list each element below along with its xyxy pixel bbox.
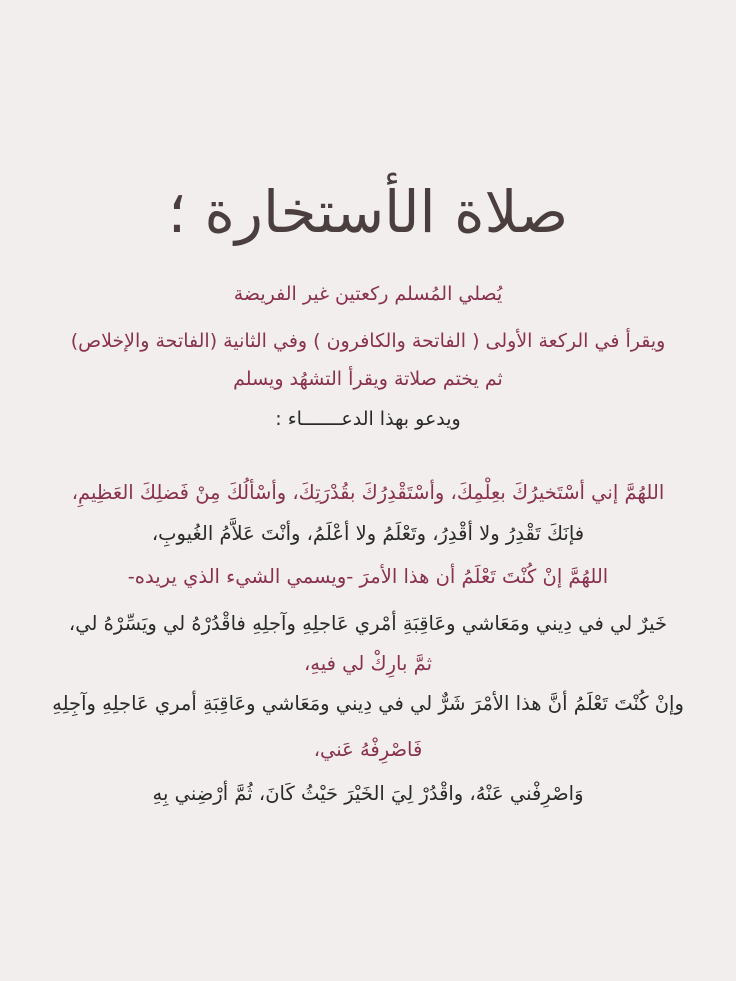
dua-line-8: وَاصْرِفْني عَنْهُ، واقْدُرْ لِيَ الخَيْرَ حَيْثُ كَانَ، ثُمَّ أرْضِني بِهِ [152,782,584,805]
instruction-line-2: ويقرأ في الركعة الأولى ( الفاتحة والكافرون ) وفي الثانية (الفاتحة والإخلاص) [70,330,666,352]
dua-line-1: اللهُمَّ إني أسْتَخيرُكَ بعِلْمِكَ، وأسْتَقْدِرُكَ بقُدْرَتِكَ، وأسْألُكَ مِنْ فَضلِكَ العَظِيمِ، [71,481,665,504]
instruction-line-3: ثم يختم صلاتة ويقرأ التشهُد ويسلم [233,368,503,390]
instruction-line-1: يُصلي المُسلم ركعتين غير الفريضة [233,283,503,305]
dua-line-7: فَاصْرِفْهُ عَني، [313,738,423,761]
dua-line-2: فإنَكَ تَقْدِرُ ولا أقْدِرُ، وتَعْلَمُ ولا أعْلَمُ، وأنْتَ عَلاَّمُ الغُيوبِ، [151,522,585,545]
dua-line-6: وإنْ كُنْتَ تَعْلَمُ أنَّ هذا الأمْرَ شَرٌّ لي في دِيني ومَعَاشي وعَاقِبَةِ أمري عَاجلِهِ وآجِلِهِ [52,692,684,715]
instruction-line-4: ويدعو بهذا الدعـــــــاء : [275,408,461,430]
dua-line-5: ثمَّ بارِكْ لي فيهِ، [303,652,432,675]
dua-line-3: اللهُمَّ إنْ كُنْتَ تَعْلَمُ أن هذا الأمرَ -ويسمي الشيء الذي يريده- [127,565,609,588]
dua-line-4: خَيرٌ لي في دِيني ومَعَاشي وعَاقِبَةِ أمْري عَاجلِهِ وآجلِهِ فاقْدُرْهُ لي ويَسِّرْهُ لي، [68,612,668,635]
page-title: صلاة الأستخارة ؛ [167,178,569,246]
